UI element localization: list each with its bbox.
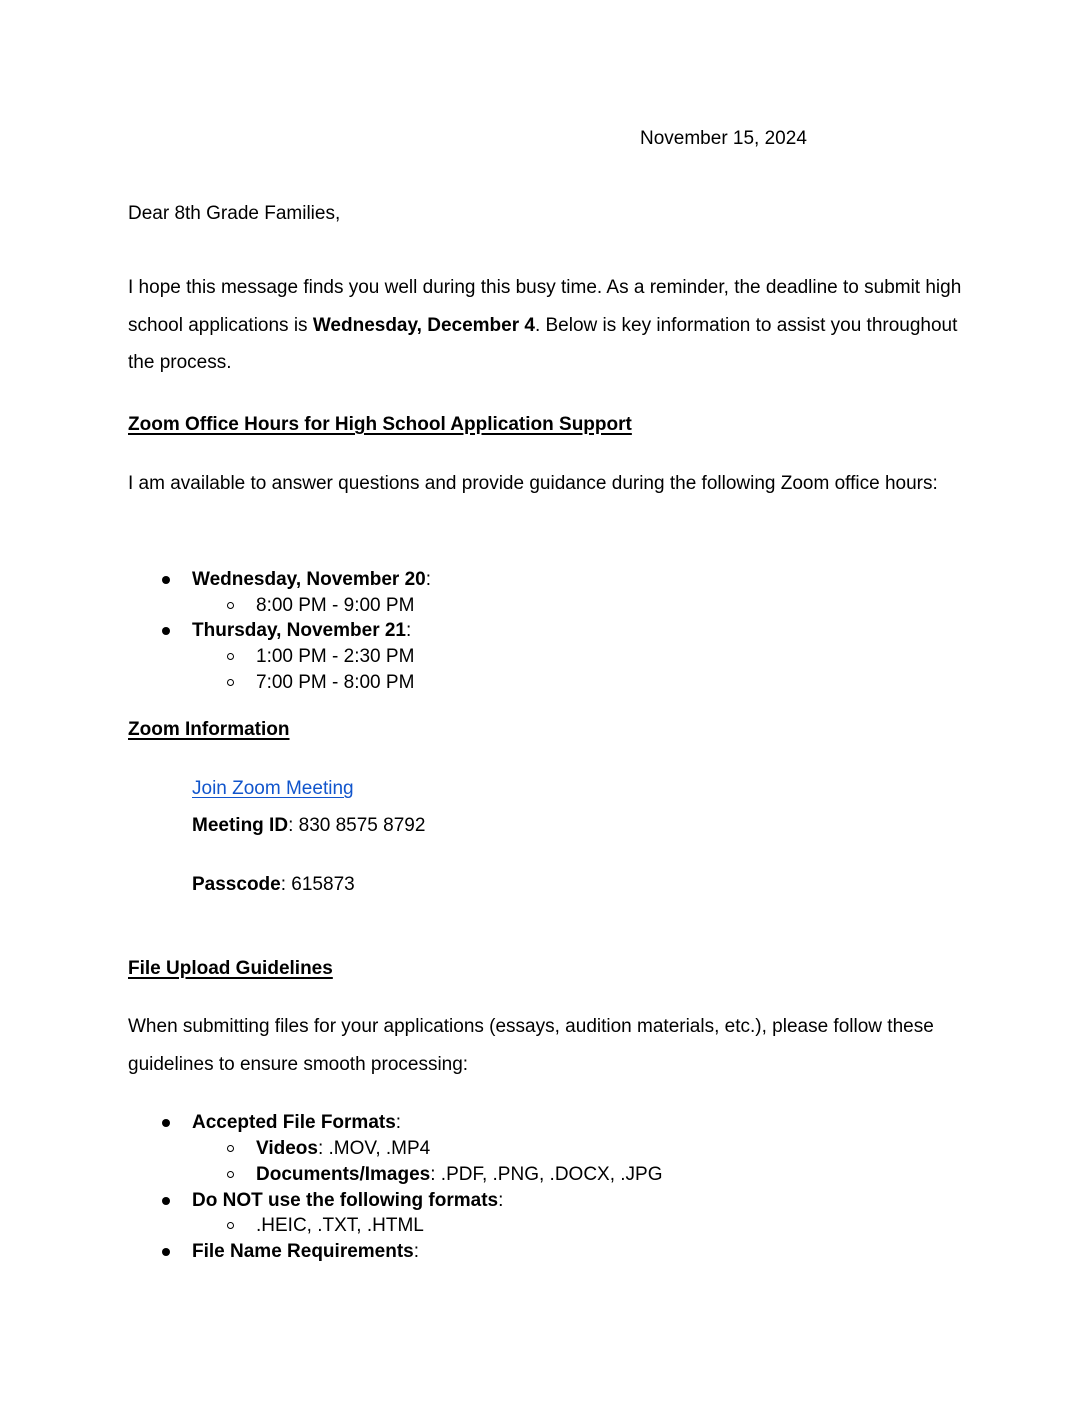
accepted-formats-label: Accepted File Formats	[192, 1112, 396, 1133]
passcode-label: Passcode	[192, 874, 281, 895]
meeting-id-label: Meeting ID	[192, 815, 289, 836]
letter-date: November 15, 2024	[640, 128, 807, 149]
not-use-formats: .HEIC, .TXT, .HTML	[256, 1215, 424, 1236]
intro-paragraph	[128, 269, 968, 382]
file-upload-intro: When submitting files for your applications (essays, audition materials, etc.), please follow these guidelines to ensure smooth processing:	[128, 1016, 934, 1075]
list-item: Do NOT use the following formats:	[192, 1190, 504, 1211]
join-zoom-link[interactable]: Join Zoom Meeting	[192, 778, 354, 799]
list-item: Thursday, November 21:	[192, 620, 412, 641]
videos-formats: .MOV, .MP4	[328, 1138, 431, 1159]
sub-bullet-icon	[227, 1145, 234, 1152]
bullet-icon	[162, 1119, 170, 1127]
sub-bullet-icon	[227, 1222, 234, 1229]
passcode-line: Passcode: 615873	[192, 874, 355, 895]
meeting-id-value: 830 8575 8792	[298, 815, 426, 836]
bullet-icon	[162, 1197, 170, 1205]
not-use-label: Do NOT use the following formats	[192, 1190, 499, 1211]
office-hours-intro: I am available to answer questions and provide guidance during the following Zoom office hours:	[128, 473, 938, 494]
office-day: Wednesday, November 20	[192, 569, 426, 590]
office-time: 8:00 PM - 9:00 PM	[256, 595, 415, 616]
intro-text-1: I hope this message finds you well during this busy time. As a reminder, the deadline to submit high school applications is	[128, 277, 962, 336]
office-hours-heading: Zoom Office Hours for High School Application Support	[128, 414, 632, 435]
intro-text-2: . Below is key information to assist you throughout the process.	[128, 314, 958, 373]
docs-formats: .PDF, .PNG, .DOCX, .JPG	[440, 1164, 663, 1185]
list-item: File Name Requirements:	[192, 1241, 420, 1262]
office-time: 7:00 PM - 8:00 PM	[256, 672, 415, 693]
docs-label: Documents/Images	[256, 1164, 431, 1185]
list-item: Wednesday, November 20:	[192, 569, 432, 590]
greeting: Dear 8th Grade Families,	[128, 203, 341, 224]
office-time: 1:00 PM - 2:30 PM	[256, 646, 415, 667]
file-upload-heading: File Upload Guidelines	[128, 958, 333, 979]
passcode-value: 615873	[291, 874, 355, 895]
file-name-label: File Name Requirements	[192, 1241, 414, 1262]
zoom-info-heading: Zoom Information	[128, 719, 290, 740]
sub-bullet-icon	[227, 653, 234, 660]
videos-label: Videos	[256, 1138, 318, 1159]
sub-bullet-icon	[227, 602, 234, 609]
list-item: Videos: .MOV, .MP4	[256, 1138, 431, 1159]
bullet-icon	[162, 576, 170, 584]
office-day: Thursday, November 21	[192, 620, 407, 641]
list-item: Documents/Images: .PDF, .PNG, .DOCX, .JPG	[256, 1164, 663, 1185]
meeting-id-line: Meeting ID: 830 8575 8792	[192, 815, 426, 836]
bullet-icon	[162, 627, 170, 635]
deadline-date: Wednesday, December 4	[312, 314, 535, 336]
bullet-icon	[162, 1248, 170, 1256]
list-item: Accepted File Formats:	[192, 1112, 402, 1133]
sub-bullet-icon	[227, 1171, 234, 1178]
sub-bullet-icon	[227, 679, 234, 686]
